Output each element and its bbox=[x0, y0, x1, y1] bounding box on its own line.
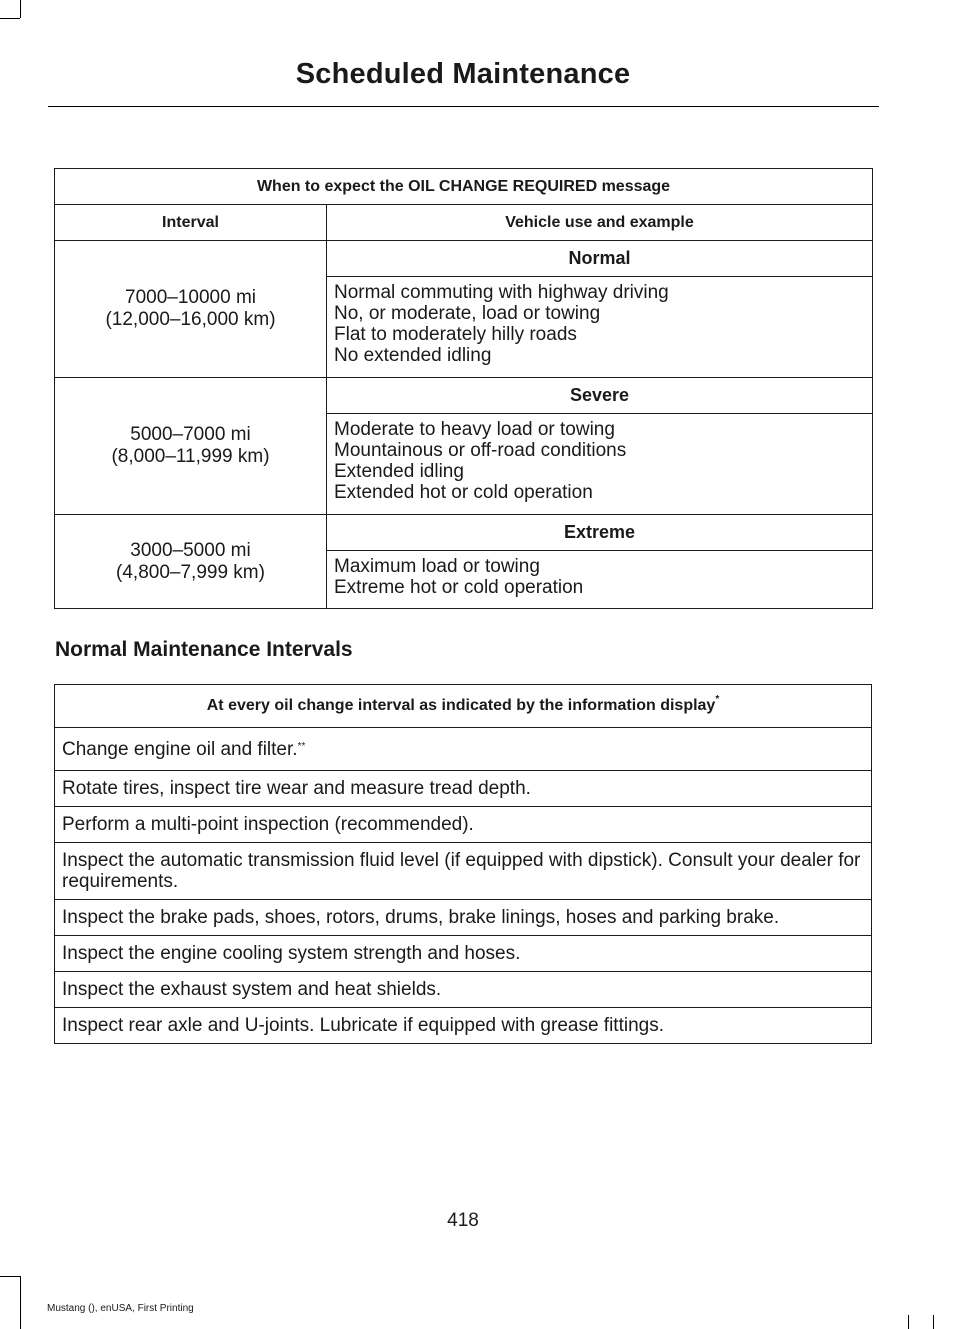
table-row bbox=[55, 1008, 872, 1044]
column-header-interval: Interval bbox=[55, 205, 327, 241]
use-example: Extended hot or cold operation bbox=[334, 482, 593, 503]
maintenance-item: Inspect the brake pads, shoes, rotors, drums, brake linings, hoses and parking brake. bbox=[55, 900, 872, 936]
interval-miles: 5000–7000 mi bbox=[130, 424, 251, 445]
crop-mark bbox=[0, 18, 20, 19]
maintenance-intervals-table bbox=[54, 684, 872, 1044]
category-severe: Severe bbox=[327, 378, 873, 414]
oil-change-table bbox=[54, 168, 873, 609]
table-row bbox=[55, 972, 872, 1008]
use-example: Mountainous or off-road conditions bbox=[334, 440, 627, 461]
interval-miles: 7000–10000 mi bbox=[125, 287, 256, 308]
category-normal: Normal bbox=[327, 241, 873, 277]
crop-mark bbox=[908, 1315, 909, 1329]
maintenance-item: Rotate tires, inspect tire wear and measure tread depth. bbox=[55, 771, 872, 807]
maintenance-item: Inspect the engine cooling system strength and hoses. bbox=[55, 936, 872, 972]
interval-severe bbox=[55, 378, 327, 515]
uses-extreme bbox=[327, 551, 873, 609]
use-example: Flat to moderately hilly roads bbox=[334, 324, 577, 345]
use-example: No, or moderate, load or towing bbox=[334, 303, 601, 324]
printing-info: Mustang (), enUSA, First Printing bbox=[47, 1303, 194, 1314]
maintenance-item bbox=[55, 728, 872, 771]
crop-mark bbox=[933, 1315, 934, 1329]
use-example: Normal commuting with highway driving bbox=[334, 282, 669, 303]
interval-kilometers: (8,000–11,999 km) bbox=[111, 446, 270, 467]
table-row bbox=[55, 728, 872, 771]
maintenance-item: Inspect the automatic transmission fluid level (if equipped with dipstick). Consult your dealer for requirements. bbox=[55, 843, 872, 900]
maintenance-table-header bbox=[55, 685, 872, 728]
table-row bbox=[55, 843, 872, 900]
crop-mark bbox=[20, 1276, 21, 1329]
oil-table-caption: When to expect the OIL CHANGE REQUIRED message bbox=[55, 169, 873, 205]
use-example: Extreme hot or cold operation bbox=[334, 577, 584, 598]
use-example: Extended idling bbox=[334, 461, 464, 482]
interval-extreme bbox=[55, 515, 327, 609]
section-heading: Normal Maintenance Intervals bbox=[55, 638, 353, 661]
footnote-mark: ** bbox=[297, 740, 306, 752]
interval-normal bbox=[55, 241, 327, 378]
category-extreme: Extreme bbox=[327, 515, 873, 551]
maintenance-item-text: Change engine oil and filter. bbox=[62, 738, 298, 760]
page-number: 418 bbox=[447, 1210, 479, 1231]
maintenance-item: Perform a multi-point inspection (recommended). bbox=[55, 807, 872, 843]
maintenance-item: Inspect rear axle and U-joints. Lubricate if equipped with grease fittings. bbox=[55, 1008, 872, 1044]
maintenance-item: Inspect the exhaust system and heat shields. bbox=[55, 972, 872, 1008]
interval-miles: 3000–5000 mi bbox=[130, 539, 251, 561]
use-example: Moderate to heavy load or towing bbox=[334, 419, 615, 440]
table-row bbox=[55, 936, 872, 972]
table-row bbox=[55, 900, 872, 936]
page-title: Scheduled Maintenance bbox=[295, 58, 631, 90]
uses-normal bbox=[327, 277, 873, 378]
column-header-vehicle-use: Vehicle use and example bbox=[327, 205, 873, 241]
crop-mark bbox=[0, 1276, 20, 1277]
table-row bbox=[55, 771, 872, 807]
interval-kilometers: (12,000–16,000 km) bbox=[105, 309, 276, 330]
interval-kilometers: (4,800–7,999 km) bbox=[116, 561, 265, 583]
table-row bbox=[55, 807, 872, 843]
use-example: Maximum load or towing bbox=[334, 556, 540, 577]
crop-mark bbox=[20, 0, 21, 18]
use-example: No extended idling bbox=[334, 345, 492, 366]
footnote-mark: * bbox=[715, 694, 720, 705]
uses-severe bbox=[327, 414, 873, 515]
title-divider bbox=[48, 106, 879, 107]
maintenance-header-text: At every oil change interval as indicated by the information display bbox=[206, 697, 716, 714]
